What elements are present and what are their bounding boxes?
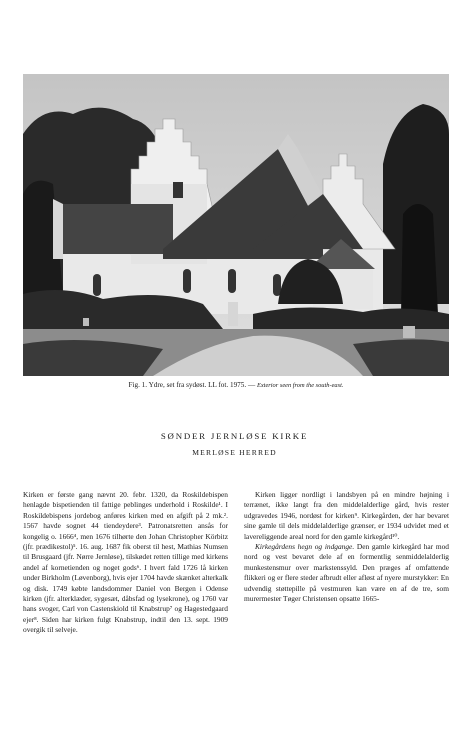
church-title: SØNDER JERNLØSE KIRKE [160, 431, 309, 441]
right-column [244, 490, 449, 604]
church-photo-graphic [23, 74, 449, 376]
churchyard-heading: Kirkegårdens hegn og indgange. [255, 542, 355, 552]
left-column [23, 490, 228, 636]
churchyard-paragraph [244, 542, 449, 604]
figure-caption [23, 380, 449, 391]
church-photograph [23, 74, 449, 376]
caption-english: Exterior seen from the south-east. [256, 382, 344, 389]
location-paragraph: Kirken ligger nordligt i landsbyen på en mindre højning i terrænet, ikke langt fra den middelalderlige gård, hvis rester udgravedes 1946, nordøst for kirken⁹. Kirkegården, der har bevaret sine gamle til dels middelalderlige grænser, er 1934 udvidet med et lavereliggende areal nord for den gamle kirkegård¹⁰. [244, 490, 449, 541]
herred-subtitle: MERLØSE HERRED [192, 448, 277, 457]
history-paragraph: Kirken er første gang nævnt 20. febr. 1320, da Roskildebispen henlagde bispetienden til fattige peblinges underhold i Roskilde¹. I Roskildebispens jordebog anføres kirken med en afgift på 2 mk.². 1567 havde sognet 44 tiendeydere³. Patronatsretten ansås for kongelig o. 1666⁴, men 1676 tilhørte den Johan Christopher Körbitz (jfr. prædikestol)⁵. 16. aug. 1687 fik oberst til hest, Mathias Numsen til Brusgaard (jfr. Nørre Jernløse), tilskødet retten tillige med kirkens andel af kornetienden og noget gods⁶. I hvert fald 1726 lå kirken under Birkholm (Løvenborg), hvis ejer 1704 havde skænket alterkalk og disk. 1749 købte landsdommer Daniel von Bergen i Odense kirken (jfr. alterklæder, sygesæt, dåbsfad og lysekrone), og 1760 var hans svoger, Carl von Castenskiold til Knabstrup⁷ og Hagestedgaard ejer⁸. Siden har kirken fulgt Knabstrup, indtil den 13. sept. 1909 overgik til selveje. [23, 490, 228, 635]
caption-main: Fig. 1. Ydre, set fra sydøst. LL fot. 1975. — [128, 381, 256, 389]
churchyard-text: Den gamle kirkegård har mod nord og vest bevaret dele af en formentlig senmiddelalderlig munkestensmur over markstenssyld. Den præges af omfattende flikkeri og er flere steder afbrudt eller afløst af nyere murstykker: En udvendig støttepille på vestmuren kan være en af de tre, som murermester Tøger Christensen opsatte 1665- [244, 542, 449, 604]
